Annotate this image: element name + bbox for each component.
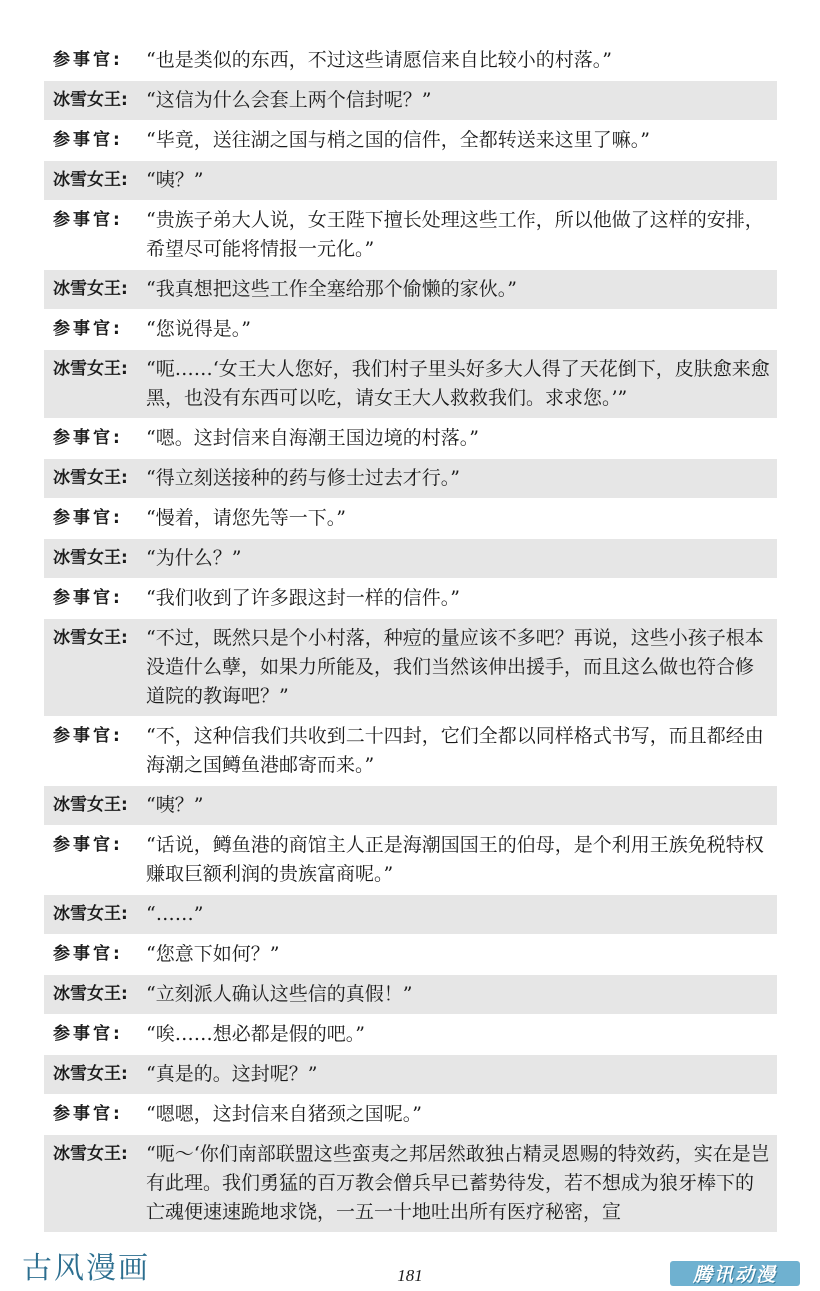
dialogue-row (44, 81, 777, 120)
dialogue-line: “……” (146, 903, 204, 925)
dialogue-row (44, 121, 777, 160)
dialogue-row (44, 201, 777, 269)
dialogue-row (44, 786, 777, 825)
dialogue-line: “得立刻送接种的药与修士过去才行。” (146, 467, 460, 489)
speaker-label: 参事官: (53, 726, 123, 746)
dialogue-row (44, 41, 777, 80)
dialogue-row (44, 1015, 777, 1054)
dialogue-row (44, 717, 777, 785)
dialogue-line: “嗯嗯，这封信来自猪颈之国呢。” (146, 1103, 422, 1125)
dialogue-line: “呃……‘女王大人您好，我们村子里头好多大人得了天花倒下，皮肤愈来愈黑，也没有东西可以吃，请女王大人救救我们。求求您。’” (146, 358, 770, 409)
speaker-label: 冰雪女王: (53, 90, 128, 110)
speaker-label: 冰雪女王: (53, 904, 128, 924)
dialogue-line: “唉……想必都是假的吧。” (146, 1023, 365, 1045)
dialogue-line: “您说得是。” (146, 318, 251, 340)
dialogue-line: “立刻派人确认这些信的真假！” (146, 983, 413, 1005)
dialogue-line: “慢着，请您先等一下。” (146, 507, 346, 529)
dialogue-line: “咦？” (146, 169, 204, 191)
dialogue-line: “呃～‘你们南部联盟这些蛮夷之邦居然敢独占精灵恩赐的特效药，实在是岂有此理。我们勇猛的百万教会僧兵早已蓄势待发，若不想成为狼牙棒下的亡魂便速速跪地求饶，一五一十地吐出所有医疗秘密，宣 (146, 1143, 770, 1223)
dialogue-line: “真是的。这封呢？” (146, 1063, 318, 1085)
dialogue-row (44, 539, 777, 578)
dialogue-line: “毕竟，送往湖之国与梢之国的信件，全都转送来这里了嘛。” (146, 129, 650, 151)
dialogue-line: “咦？” (146, 794, 204, 816)
dialogue-line: “话说，鳟鱼港的商馆主人正是海潮国国王的伯母，是个利用王族免税特权赚取巨额利润的贵族富商呢。” (146, 834, 764, 885)
dialogue-list (44, 41, 777, 1233)
dialogue-row (44, 1135, 777, 1232)
speaker-label: 冰雪女王: (53, 984, 128, 1004)
dialogue-row (44, 419, 777, 458)
logo: 古风漫画 (22, 1251, 150, 1286)
dialogue-row (44, 1095, 777, 1134)
page-number: 181 (397, 1266, 423, 1285)
dialogue-line: “不，这种信我们共收到二十四封，它们全都以同样格式书写，而且都经由海潮之国鳟鱼港邮寄而来。” (146, 725, 764, 776)
speaker-label: 参事官: (53, 1104, 123, 1124)
dialogue-line: “我们收到了许多跟这封一样的信件。” (146, 587, 460, 609)
dialogue-row (44, 826, 777, 894)
dialogue-line: “嗯。这封信来自海潮王国边境的村落。” (146, 427, 479, 449)
speaker-label: 冰雪女王: (53, 359, 128, 379)
dialogue-row (44, 459, 777, 498)
dialogue-line: “也是类似的东西，不过这些请愿信来自比较小的村落。” (146, 49, 612, 71)
dialogue-line: “贵族子弟大人说，女王陛下擅长处理这些工作，所以他做了这样的安排，希望尽可能将情报一元化。” (146, 209, 764, 260)
dialogue-row (44, 499, 777, 538)
dialogue-row (44, 619, 777, 716)
speaker-label: 参事官: (53, 1024, 123, 1044)
speaker-label: 参事官: (53, 428, 123, 448)
dialogue-row (44, 310, 777, 349)
speaker-label: 冰雪女王: (53, 1144, 128, 1164)
speaker-label: 参事官: (53, 588, 123, 608)
dialogue-row (44, 270, 777, 309)
speaker-label: 冰雪女王: (53, 795, 128, 815)
speaker-label: 冰雪女王: (53, 628, 128, 648)
dialogue-line: “这信为什么会套上两个信封呢？” (146, 89, 432, 111)
speaker-label: 参事官: (53, 835, 123, 855)
speaker-label: 参事官: (53, 319, 123, 339)
speaker-label: 冰雪女王: (53, 170, 128, 190)
dialogue-line: “为什么？” (146, 547, 242, 569)
speaker-label: 参事官: (53, 50, 123, 70)
dialogue-row (44, 935, 777, 974)
speaker-label: 冰雪女王: (53, 468, 128, 488)
dialogue-row (44, 1055, 777, 1094)
dialogue-row (44, 161, 777, 200)
dialogue-row (44, 579, 777, 618)
dialogue-row (44, 975, 777, 1014)
speaker-label: 参事官: (53, 210, 123, 230)
speaker-label: 冰雪女王: (53, 1064, 128, 1084)
speaker-label: 冰雪女王: (53, 548, 128, 568)
dialogue-line: “我真想把这些工作全塞给那个偷懒的家伙。” (146, 278, 517, 300)
speaker-label: 冰雪女王: (53, 279, 128, 299)
speaker-label: 参事官: (53, 944, 123, 964)
dialogue-row (44, 350, 777, 418)
watermark-badge (670, 1261, 800, 1286)
dialogue-line: “您意下如何？” (146, 943, 280, 965)
dialogue-row (44, 895, 777, 934)
dialogue-line: “不过，既然只是个小村落，种痘的量应该不多吧？再说，这些小孩子根本没造什么孽，如果力所能及，我们当然该伸出援手，而且这么做也符合修道院的教诲吧？” (146, 627, 764, 707)
watermark-text: 腾讯动漫 (692, 1264, 777, 1286)
speaker-label: 参事官: (53, 130, 123, 150)
speaker-label: 参事官: (53, 508, 123, 528)
